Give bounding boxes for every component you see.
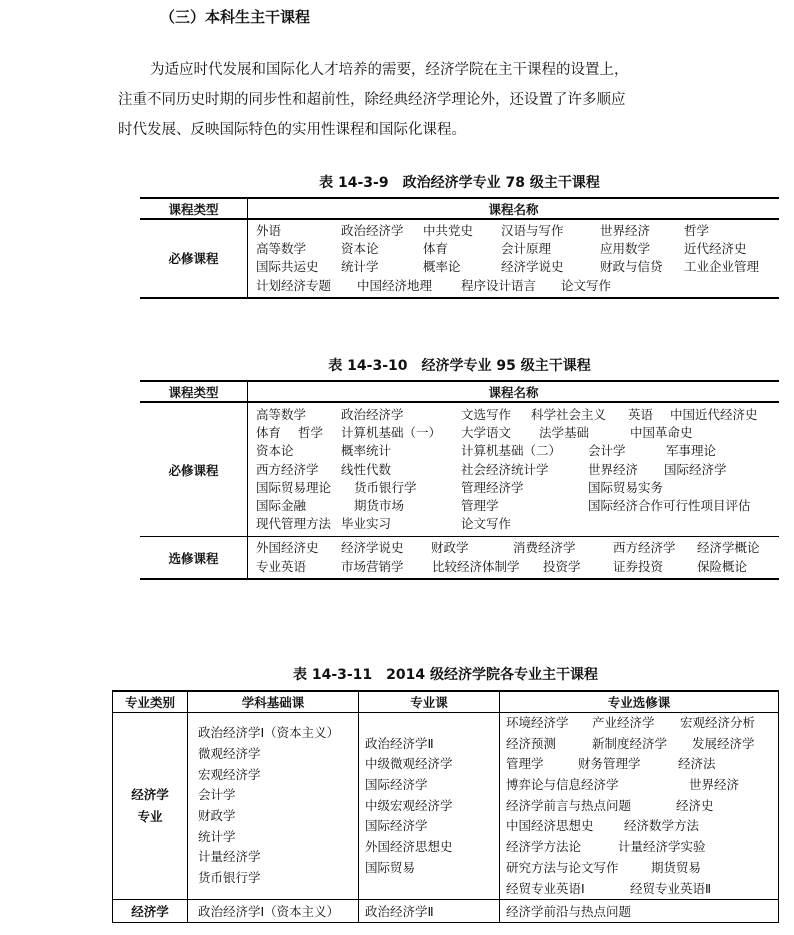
course-name: 保险概论: [697, 558, 748, 574]
course-list-cell: [248, 219, 780, 298]
course-name: 国际经济合作可行性项目评估: [588, 497, 751, 513]
course-name: 经济学前言与热点问题: [506, 797, 632, 813]
course-name: 大学语文: [461, 425, 512, 441]
course-name: 资本论: [341, 241, 379, 257]
course-name: 世界经济: [588, 461, 639, 477]
course-name: 国际经济学: [365, 777, 428, 793]
course-name: 宏观经济学: [198, 766, 261, 782]
course-name: 比较经济体制学: [432, 558, 520, 574]
course-name: 财务管理学: [578, 756, 641, 772]
course-name: 外语: [256, 223, 282, 238]
course-name: 应用数学: [600, 241, 651, 257]
course-name: 哲学: [684, 223, 710, 238]
course-name: 博弈论与信息经济学: [506, 777, 619, 793]
course-name: 市场营销学: [341, 558, 404, 574]
course-name: 外国经济思想史: [365, 839, 453, 855]
course-name: 证券投资: [613, 558, 664, 574]
course-name: 经济学方法论: [506, 839, 582, 855]
column-header: 课程类型: [140, 198, 248, 219]
course-name: 英语: [628, 407, 654, 422]
course-name: 货币银行学: [354, 479, 417, 495]
course-name: 投资学: [543, 558, 581, 574]
intro-line: 时代发展、反映国际特色的实用性课程和国际化课程。: [118, 122, 466, 138]
course-name: 国际经济学: [664, 461, 727, 477]
course-name: 中国近代经济史: [670, 407, 758, 422]
column-header: 专业类别: [113, 691, 188, 713]
course-name: 管理学: [506, 756, 544, 772]
major-courses-cell: [359, 713, 500, 900]
course-name: 概率统计: [341, 443, 392, 459]
table3-caption: 表 14-3-11 2014 级经济学院各专业主干课程: [292, 667, 599, 683]
basic-courses-cell: [188, 713, 359, 900]
course-name: 研究方法与论文写作: [506, 859, 619, 875]
table1-caption: 表 14-3-9 政治经济学专业 78 级主干课程: [319, 175, 600, 191]
course-name: 统计学: [198, 828, 236, 844]
course-name: 财政学: [198, 808, 236, 824]
course-name: 高等数学: [256, 407, 307, 422]
course-name: 世界经济: [689, 777, 740, 793]
course-name: 科学社会主义: [531, 407, 607, 422]
course-name: 中国经济思想史: [506, 818, 594, 834]
course-name: 体育: [423, 241, 449, 257]
table-95-courses: [140, 380, 779, 580]
course-name: 西方经济学: [613, 540, 676, 556]
major-category-cell: 经济学 专业: [113, 713, 188, 900]
course-name: 管理学: [461, 497, 499, 513]
course-type-cell: 必修课程: [140, 219, 248, 298]
course-list-cell: [248, 537, 780, 579]
course-name: 经济学说史: [501, 259, 564, 275]
course-name: 毕业实习: [341, 516, 392, 532]
course-name: 财政学: [431, 540, 469, 556]
course-name: 经济学说史: [341, 540, 404, 556]
course-name: 近代经济史: [684, 241, 747, 257]
course-name: 政治经济学Ⅱ: [365, 735, 434, 751]
course-name: 产业经济学: [592, 715, 655, 730]
course-name: 国际共运史: [256, 259, 319, 275]
course-name: 法学基础: [539, 425, 590, 441]
course-name: 中国革命史: [630, 425, 693, 441]
course-name: 消费经济学: [513, 540, 576, 556]
course-name: 体育: [256, 425, 282, 441]
course-name: 中级微观经济学: [365, 756, 453, 772]
course-name: 经贸专业英语Ⅱ: [630, 880, 712, 896]
course-list-cell: [248, 402, 780, 537]
course-name: 财政与信贷: [600, 259, 663, 275]
course-name: 经济预测: [506, 735, 557, 751]
course-name: 世界经济: [600, 223, 651, 238]
course-name: 西方经济学: [256, 461, 319, 477]
course-name: 程序设计语言: [461, 277, 537, 293]
intro-line: 为适应时代发展和国际化人才培养的需要，经济学院在主干课程的设置上，: [150, 62, 629, 78]
course-name: 中共党史: [423, 223, 474, 238]
elective-courses-cell: [500, 713, 779, 900]
course-name: 经济史: [676, 797, 714, 813]
column-header: 课程类型: [140, 381, 248, 402]
column-header: 课程名称: [248, 381, 780, 402]
course-type-cell: 选修课程: [140, 537, 248, 579]
table-78-courses: [140, 197, 779, 299]
course-name: 线性代数: [341, 461, 392, 477]
course-name: 现代管理方法: [256, 516, 332, 532]
course-name: 计算机基础（二）: [461, 443, 562, 459]
intro-line: 注重不同历史时期的同步性和超前性，除经典经济学理论外，还设置了许多顺应: [118, 92, 626, 108]
course-name: 概率论: [423, 259, 461, 275]
course-name: 哲学: [298, 425, 324, 441]
course-name: 政治经济学: [341, 407, 404, 422]
course-name: 社会经济统计学: [461, 461, 549, 477]
course-name: 经济法: [678, 756, 716, 772]
course-name: 经济学概论: [697, 540, 760, 556]
course-name: 文选写作: [461, 407, 512, 422]
course-name: 论文写作: [561, 277, 612, 293]
column-header: 课程名称: [248, 198, 780, 219]
course-name: 微观经济学: [198, 746, 261, 762]
column-header: 学科基础课: [188, 691, 359, 713]
major-courses-cell: 政治经济学Ⅱ: [359, 900, 500, 923]
course-name: 政治经济学: [341, 223, 404, 238]
course-name: 会计学: [588, 443, 626, 459]
basic-courses-cell: 政治经济学Ⅰ（资本主义）: [188, 900, 359, 923]
section-heading: （三）本科生主干课程: [160, 8, 311, 26]
course-name: 军事理论: [666, 443, 717, 459]
course-name: 发展经济学: [692, 735, 755, 751]
course-name: 论文写作: [461, 516, 512, 532]
course-name: 汉语与写作: [501, 223, 564, 238]
course-name: 货币银行学: [198, 870, 261, 886]
intro-paragraph: [118, 55, 718, 145]
course-name: 统计学: [341, 259, 379, 275]
course-name: 高等数学: [256, 241, 307, 257]
course-name: 国际经济学: [365, 818, 428, 834]
course-name: 期货贸易: [651, 859, 702, 875]
course-name: 国际贸易: [365, 859, 416, 875]
table2-caption: 表 14-3-10 经济学专业 95 级主干课程: [328, 358, 591, 374]
course-name: 经贸专业英语Ⅰ: [506, 880, 585, 896]
course-name: 会计原理: [501, 241, 552, 257]
elective-courses-cell: 经济学前沿与热点问题: [500, 900, 779, 923]
course-name: 会计学: [198, 787, 236, 803]
course-type-cell: 必修课程: [140, 402, 248, 537]
course-name: 专业英语: [256, 558, 307, 574]
course-name: 环境经济学: [506, 715, 569, 730]
column-header: 专业课: [359, 691, 500, 713]
course-name: 计划经济专题: [256, 277, 332, 293]
course-name: 经济数学方法: [624, 818, 700, 834]
course-name: 中级宏观经济学: [365, 797, 453, 813]
course-name: 资本论: [256, 443, 294, 459]
course-name: 管理经济学: [461, 479, 524, 495]
course-name: 外国经济史: [256, 540, 319, 556]
table-2014-courses: [112, 690, 779, 923]
course-name: 新制度经济学: [592, 735, 668, 751]
course-name: 国际贸易实务: [588, 479, 664, 495]
course-name: 宏观经济分析: [680, 715, 756, 730]
course-name: 国际金融: [256, 497, 307, 513]
course-name: 计算机基础（一）: [341, 425, 442, 441]
course-name: 计量经济学: [198, 849, 261, 865]
course-name: 中国经济地理: [357, 277, 433, 293]
course-name: 工业企业管理: [684, 259, 760, 275]
column-header: 专业选修课: [500, 691, 779, 713]
course-name: 计量经济学实验: [618, 839, 706, 855]
course-name: 期货市场: [354, 497, 405, 513]
course-name: 国际贸易理论: [256, 479, 332, 495]
course-name: 政治经济学Ⅰ（资本主义）: [198, 725, 340, 741]
major-category-cell: 经济学: [113, 900, 188, 923]
